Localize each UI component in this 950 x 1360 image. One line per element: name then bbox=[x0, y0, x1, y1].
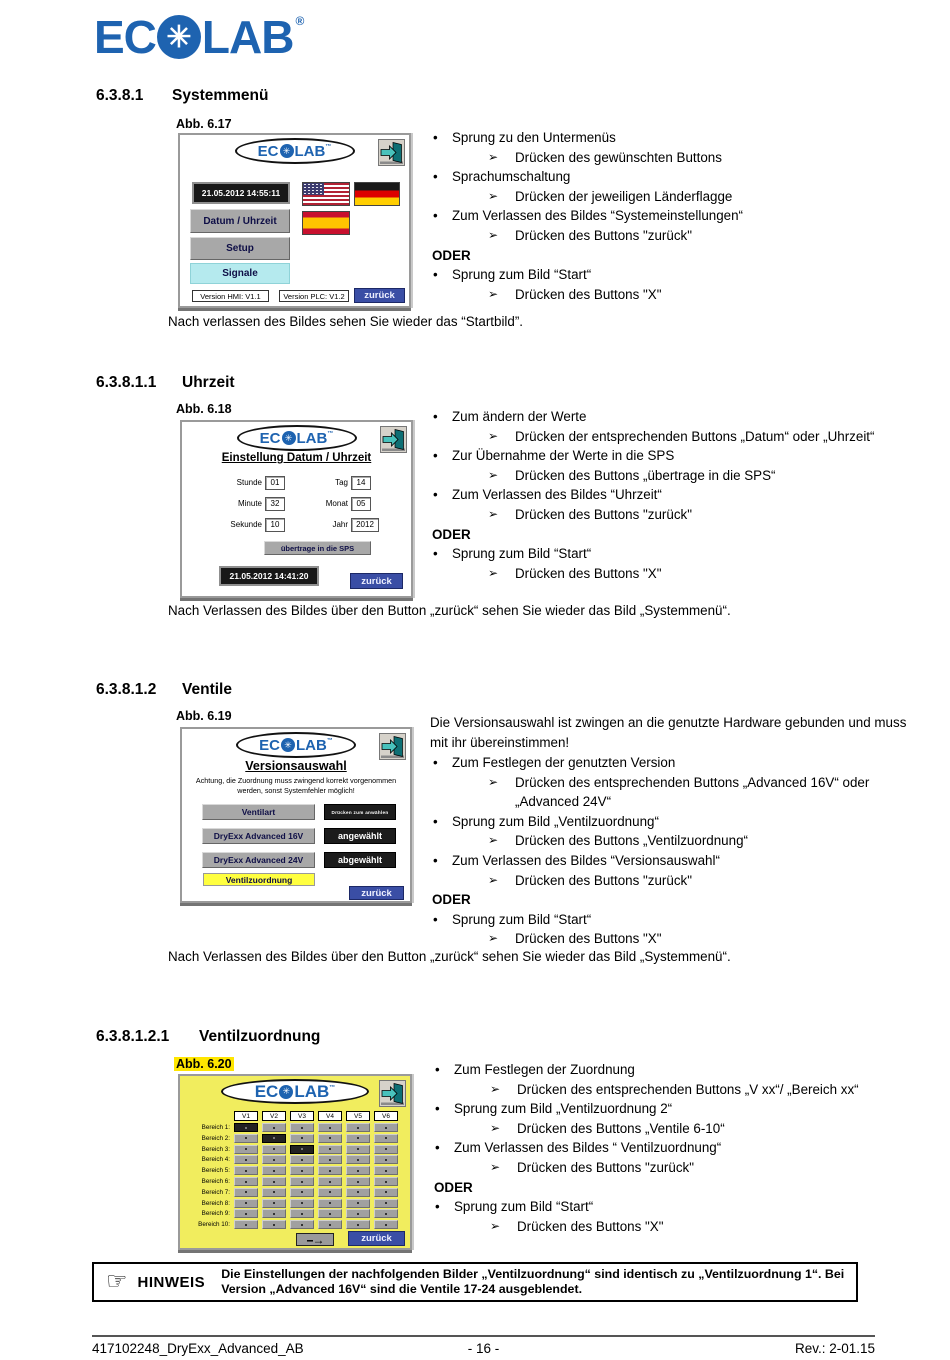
bereich-row-label[interactable]: Bereich 8: bbox=[201, 1199, 230, 1207]
arrowhead-bullet-icon: ➢ bbox=[488, 227, 499, 242]
hinweis-box bbox=[92, 1262, 858, 1302]
version-row-left-button[interactable]: DryExx Advanced 24V bbox=[202, 852, 315, 868]
bullet-dot-icon: • bbox=[435, 1101, 440, 1117]
valve-grid-cell[interactable] bbox=[346, 1177, 370, 1186]
arrowhead-bullet-icon: ➢ bbox=[488, 565, 499, 580]
valve-grid-cell[interactable] bbox=[318, 1145, 342, 1154]
exit-door-icon[interactable] bbox=[379, 733, 406, 760]
valve-grid-cell[interactable] bbox=[318, 1134, 342, 1143]
bullet-item bbox=[430, 128, 900, 148]
bullet-text: Sprung zum Bild “Start“ bbox=[452, 546, 592, 562]
sub-bullet-item bbox=[430, 773, 907, 812]
datetime-field-row bbox=[210, 493, 380, 514]
zurueck-button[interactable]: zurück bbox=[354, 288, 405, 303]
valve-grid-cell[interactable] bbox=[262, 1166, 286, 1175]
valve-grid-cell[interactable] bbox=[290, 1188, 314, 1197]
bullet-text: Sprachumschaltung bbox=[452, 169, 571, 185]
figure-label-618: Abb. 6.18 bbox=[176, 402, 232, 416]
bullet-text: Sprung zum Bild „Ventilzuordnung“ bbox=[452, 813, 659, 829]
footer-page-number: - 16 - bbox=[467, 1341, 500, 1356]
bullet-text: Zum Verlassen des Bildes “Uhrzeit“ bbox=[452, 487, 662, 503]
valve-grid-cell[interactable] bbox=[234, 1166, 258, 1175]
arrowhead-bullet-icon: ➢ bbox=[488, 931, 499, 946]
bereich-row-label[interactable]: Bereich 9: bbox=[201, 1210, 230, 1218]
valve-grid-cell[interactable] bbox=[318, 1209, 342, 1218]
valve-grid-cell[interactable] bbox=[290, 1199, 314, 1208]
flag-spain[interactable] bbox=[302, 211, 350, 235]
bullet-text: Sprung zum Bild „Ventilzuordnung 2“ bbox=[454, 1101, 673, 1117]
valve-grid-cell[interactable] bbox=[374, 1220, 398, 1229]
valve-grid-cell[interactable] bbox=[346, 1166, 370, 1175]
field-input[interactable]: 2012 bbox=[351, 518, 379, 532]
valve-grid-cell[interactable] bbox=[374, 1166, 398, 1175]
bullet-item bbox=[430, 753, 907, 773]
ecolab-mini-logo: EC ✳ LAB ™ bbox=[236, 732, 356, 758]
field-input[interactable]: 14 bbox=[351, 476, 371, 490]
screen-datetime-display: 21.05.2012 14:41:20 bbox=[219, 566, 319, 586]
flag-usa[interactable] bbox=[302, 182, 350, 206]
paragraph-after-uhrzeit: Nach Verlassen des Bildes über den Button „zurück“ sehen Sie wieder das Bild „Systemmenü“. bbox=[168, 603, 731, 618]
sub-bullet-item bbox=[430, 427, 900, 447]
sub-bullet-item bbox=[430, 871, 907, 891]
arrowhead-bullet-icon: ➢ bbox=[490, 1218, 501, 1233]
bullet-dot-icon: • bbox=[433, 813, 438, 829]
zurueck-button[interactable]: zurück bbox=[350, 573, 403, 589]
sub-bullet-text: Drücken des Buttons „übertrage in die SPS“ bbox=[515, 467, 776, 483]
screen-heading-versionsauswahl: Versionsauswahl bbox=[245, 759, 347, 773]
bullet-dot-icon: • bbox=[433, 267, 438, 283]
field-input[interactable]: 32 bbox=[265, 497, 285, 511]
valve-grid-cell[interactable] bbox=[290, 1166, 314, 1175]
zurueck-button[interactable]: zurück bbox=[348, 1231, 405, 1246]
bereich-row-label[interactable]: Bereich 3: bbox=[201, 1145, 230, 1153]
sub-bullet-item bbox=[430, 226, 900, 246]
ecolab-star-icon: ✳ bbox=[280, 144, 294, 158]
valve-grid-cell[interactable] bbox=[318, 1155, 342, 1164]
signale-button[interactable]: Signale bbox=[190, 263, 290, 284]
arrowhead-bullet-icon: ➢ bbox=[490, 1081, 501, 1096]
arrowhead-bullet-icon: ➢ bbox=[488, 286, 499, 301]
valve-grid-cell[interactable] bbox=[234, 1188, 258, 1197]
paragraph-after-ventile: Nach Verlassen des Bildes über den Button „zurück“ sehen Sie wieder das Bild „Systemmenü“. bbox=[168, 949, 731, 964]
exit-door-icon[interactable] bbox=[378, 139, 405, 166]
bereich-row-label[interactable]: Bereich 10: bbox=[198, 1221, 230, 1229]
logo-text-left: EC bbox=[94, 11, 156, 63]
arrowhead-bullet-icon: ➢ bbox=[488, 774, 499, 789]
valve-grid-cell[interactable] bbox=[318, 1177, 342, 1186]
arrowhead-bullet-icon: ➢ bbox=[488, 833, 499, 848]
bullet-dot-icon: • bbox=[435, 1140, 440, 1156]
bullet-text: Zum Verlassen des Bildes “ Ventilzuordnung“ bbox=[454, 1140, 722, 1156]
sub-bullet-text: Drücken des Buttons "X" bbox=[517, 1218, 664, 1234]
field-input[interactable]: 01 bbox=[265, 476, 285, 490]
footer-divider bbox=[92, 1335, 875, 1337]
figure-label-617: Abb. 6.17 bbox=[176, 117, 232, 131]
valve-grid-cell[interactable] bbox=[290, 1220, 314, 1229]
sub-bullet-text: Drücken des gewünschten Buttons bbox=[515, 149, 722, 165]
sub-bullet-text: Drücken des entsprechenden Buttons „V xx“/ „Bereich xx“ bbox=[517, 1081, 859, 1097]
sub-bullet-text: Drücken des Buttons "zurück" bbox=[515, 506, 692, 522]
setup-button[interactable]: Setup bbox=[190, 237, 290, 260]
sub-bullet-text: Drücken des Buttons "zurück" bbox=[515, 872, 692, 888]
sub-bullet-item bbox=[430, 505, 900, 525]
sub-bullet-item bbox=[432, 1158, 900, 1178]
bullet-text: Sprung zu den Untermenüs bbox=[452, 130, 616, 145]
paragraph-after-systemmenu: Nach verlassen des Bildes sehen Sie wieder das “Startbild”. bbox=[168, 314, 524, 329]
valve-grid-cell[interactable] bbox=[262, 1123, 286, 1132]
valve-grid-cell[interactable] bbox=[374, 1123, 398, 1132]
valve-grid-cell[interactable] bbox=[234, 1209, 258, 1218]
valve-grid-cell[interactable] bbox=[290, 1145, 314, 1154]
bullet-item bbox=[432, 1197, 900, 1217]
sub-bullet-text: Drücken des entsprechenden Buttons „Advanced 16V“ oder „Advanced 24V“ bbox=[515, 774, 870, 810]
field-label: Sekunde bbox=[230, 520, 262, 529]
pointing-hand-icon: ☞ bbox=[106, 1268, 128, 1295]
sub-bullet-item bbox=[432, 1080, 900, 1100]
valve-grid-cell[interactable] bbox=[262, 1155, 286, 1164]
valve-grid-cell[interactable] bbox=[374, 1188, 398, 1197]
section-heading-ventile: 6.3.8.1.2 Ventile bbox=[96, 681, 232, 698]
valve-grid-cell[interactable] bbox=[318, 1199, 342, 1208]
sub-bullet-text: Drücken der jeweiligen Länderflagge bbox=[515, 188, 733, 204]
valve-grid-cell[interactable] bbox=[262, 1199, 286, 1208]
ecolab-mini-logo: EC ✳ LAB ™ bbox=[237, 425, 357, 451]
bullet-item bbox=[432, 1099, 900, 1119]
section-heading-ventilzuordnung: 6.3.8.1.2.1 Ventilzuordnung bbox=[96, 1028, 321, 1045]
bullet-text: Zum Verlassen des Bildes “Systemeinstellungen“ bbox=[452, 208, 744, 224]
version-plc-box: Version PLC: V1.2 bbox=[279, 290, 349, 302]
valve-grid-cell[interactable] bbox=[346, 1123, 370, 1132]
bullet-item bbox=[430, 812, 907, 832]
figure-label-620: Abb. 6.20 bbox=[176, 1057, 232, 1071]
oder-label: ODER bbox=[432, 892, 471, 908]
field-label: Jahr bbox=[332, 520, 348, 529]
valve-grid-cell[interactable] bbox=[262, 1209, 286, 1218]
zurueck-button[interactable]: zurück bbox=[349, 886, 404, 900]
footer-document-id: 417102248_DryExx_Advanced_AB bbox=[92, 1341, 304, 1356]
arrowhead-bullet-icon: ➢ bbox=[488, 428, 499, 443]
bereich-row-label[interactable]: Bereich 6: bbox=[201, 1178, 230, 1185]
arrowhead-bullet-icon: ➢ bbox=[488, 467, 499, 482]
sub-bullet-item bbox=[432, 1217, 900, 1237]
field-label: Tag bbox=[335, 478, 348, 487]
intro-ventile: Die Versionsauswahl ist zwingen an die genutzte Hardware gebunden und muss mit ihr übereinstimmen! bbox=[430, 715, 907, 750]
valve-grid-cell[interactable] bbox=[290, 1177, 314, 1186]
screen-datetime-display: 21.05.2012 14:55:11 bbox=[192, 182, 290, 204]
valve-grid-cell[interactable] bbox=[346, 1145, 370, 1154]
valve-grid-cell[interactable] bbox=[262, 1145, 286, 1154]
sub-bullet-text: Drücken des Buttons "zurück" bbox=[517, 1159, 694, 1175]
sub-bullet-text: Drücken des Buttons "X" bbox=[515, 286, 662, 302]
valve-grid-cell[interactable] bbox=[262, 1134, 286, 1143]
field-label: Minute bbox=[237, 499, 262, 508]
transfer-sps-button[interactable]: übertrage in die SPS bbox=[264, 541, 371, 555]
bullet-text: Zum Verlassen des Bildes “Versionsauswahl“ bbox=[452, 852, 720, 868]
next-arrow-button[interactable]: --→ bbox=[296, 1233, 334, 1246]
bereich-row-label[interactable]: Bereich 1: bbox=[201, 1124, 230, 1131]
sub-bullet-text: Drücken der entsprechenden Buttons „Datum“ oder „Uhrzeit“ bbox=[515, 428, 875, 444]
bullet-list-ventilzuordnung bbox=[432, 1060, 900, 1236]
sub-bullet-item bbox=[430, 148, 900, 168]
valve-column-header[interactable]: V1 bbox=[234, 1111, 258, 1121]
ecolab-logo bbox=[94, 10, 304, 64]
sub-bullet-text: Drücken des Buttons „Ventile 6-10“ bbox=[517, 1120, 725, 1136]
bullet-dot-icon: • bbox=[433, 169, 438, 185]
valve-grid-cell[interactable] bbox=[234, 1199, 258, 1208]
bullet-dot-icon: • bbox=[433, 852, 438, 868]
field-label: Stunde bbox=[236, 478, 262, 487]
bullet-list-ventile bbox=[430, 753, 907, 949]
sub-bullet-item bbox=[430, 831, 907, 851]
valve-grid-cell[interactable] bbox=[374, 1155, 398, 1164]
valve-grid-cell[interactable] bbox=[374, 1177, 398, 1186]
field-input[interactable]: 05 bbox=[351, 497, 371, 511]
sub-bullet-item bbox=[430, 187, 900, 207]
versionsauswahl-warning: Achtung, die Zuordnung muss zwingend korrekt vorgenommen werden, sonst Systemfehler möglich! bbox=[195, 776, 397, 795]
bullet-item bbox=[430, 851, 907, 871]
bullet-dot-icon: • bbox=[433, 755, 438, 770]
bullet-item bbox=[430, 544, 900, 564]
sub-bullet-text: Drücken des Buttons "zurück" bbox=[515, 227, 692, 243]
valve-grid-cell[interactable] bbox=[346, 1209, 370, 1218]
bullet-list-systemmenu bbox=[430, 128, 900, 304]
version-hmi-box: Version HMI: V1.1 bbox=[192, 290, 269, 302]
valve-grid-cell[interactable] bbox=[234, 1145, 258, 1154]
valve-column-header[interactable]: V2 bbox=[262, 1111, 286, 1121]
figure-ventilzuordnung-screen bbox=[178, 1074, 412, 1250]
arrowhead-bullet-icon: ➢ bbox=[488, 188, 499, 203]
valve-grid-cell[interactable] bbox=[262, 1177, 286, 1186]
valve-grid-cell[interactable] bbox=[234, 1134, 258, 1143]
valve-grid-cell[interactable] bbox=[346, 1155, 370, 1164]
bullet-dot-icon: • bbox=[433, 546, 438, 562]
version-row-status-button[interactable]: angewählt bbox=[324, 828, 396, 844]
bullet-item bbox=[430, 910, 907, 930]
section-heading-systemmenu: 6.3.8.1 Systemmenü bbox=[96, 87, 269, 104]
bullet-dot-icon: • bbox=[435, 1062, 440, 1077]
valve-grid-cell[interactable] bbox=[318, 1166, 342, 1175]
valve-column-header[interactable]: V6 bbox=[374, 1111, 398, 1121]
valve-grid-cell[interactable] bbox=[234, 1155, 258, 1164]
bullet-item bbox=[432, 1060, 900, 1080]
valve-column-header[interactable]: V4 bbox=[318, 1111, 342, 1121]
bullet-item bbox=[430, 167, 900, 187]
bereich-row-label[interactable]: Bereich 4: bbox=[201, 1156, 230, 1164]
figure-uhrzeit-screen bbox=[180, 420, 413, 598]
bullet-text: Zur Übernahme der Werte in die SPS bbox=[452, 448, 675, 464]
bullet-item bbox=[430, 265, 900, 285]
arrowhead-bullet-icon: ➢ bbox=[490, 1159, 501, 1174]
bullet-item bbox=[430, 446, 900, 466]
bullet-text: Sprung zum Bild “Start“ bbox=[452, 911, 592, 927]
valve-grid-cell[interactable] bbox=[290, 1134, 314, 1143]
bullet-item bbox=[430, 407, 900, 427]
datum-uhrzeit-button[interactable]: Datum / Uhrzeit bbox=[190, 209, 290, 233]
bullet-dot-icon: • bbox=[433, 409, 438, 424]
valve-grid-cell[interactable] bbox=[318, 1188, 342, 1197]
ecolab-star-icon: ✳ bbox=[279, 1085, 293, 1099]
version-row-status-button[interactable]: abgewählt bbox=[324, 852, 396, 868]
valve-grid-cell[interactable] bbox=[234, 1177, 258, 1186]
oder-label: ODER bbox=[432, 526, 471, 542]
version-row-left-button[interactable]: DryExx Advanced 16V bbox=[202, 828, 315, 844]
valve-grid-cell[interactable] bbox=[374, 1134, 398, 1143]
valve-grid-cell[interactable] bbox=[262, 1188, 286, 1197]
valve-column-header[interactable]: V3 bbox=[290, 1111, 314, 1121]
section-heading-uhrzeit: 6.3.8.1.1 Uhrzeit bbox=[96, 374, 235, 391]
bullet-dot-icon: • bbox=[433, 911, 438, 927]
bullet-dot-icon: • bbox=[433, 130, 438, 145]
ecolab-mini-logo: EC ✳ LAB ™ bbox=[235, 138, 355, 164]
valve-grid-cell[interactable] bbox=[234, 1220, 258, 1229]
valve-grid-cell[interactable] bbox=[374, 1209, 398, 1218]
hinweis-label: HINWEIS bbox=[137, 1273, 206, 1291]
valve-grid-cell[interactable] bbox=[290, 1123, 314, 1132]
bullet-list-uhrzeit bbox=[430, 407, 900, 583]
valve-column-header[interactable]: V5 bbox=[346, 1111, 370, 1121]
bullet-item bbox=[432, 1138, 900, 1158]
exit-door-icon[interactable] bbox=[379, 1080, 406, 1107]
version-row-status-button[interactable]: Drücken zum anwählen bbox=[324, 804, 396, 820]
oder-label: ODER bbox=[434, 1179, 473, 1195]
hinweis-text: Die Einstellungen der nachfolgenden Bilder „Ventilzuordnung“ sind identisch zu „Ventilzuordnung 1“. Bei Version „Advanced 16V“ sind die Ventile 17-24 ausgeblendet. bbox=[221, 1266, 845, 1296]
version-row-left-button[interactable]: Ventilart bbox=[202, 804, 315, 820]
valve-grid-cell[interactable] bbox=[374, 1145, 398, 1154]
bullet-text: Zum Festlegen der genutzten Version bbox=[452, 755, 676, 770]
valve-grid-cell[interactable] bbox=[346, 1220, 370, 1229]
arrowhead-bullet-icon: ➢ bbox=[488, 149, 499, 164]
bullet-item bbox=[430, 485, 900, 505]
sub-bullet-item bbox=[430, 285, 900, 305]
bullet-dot-icon: • bbox=[433, 487, 438, 503]
figure-versionsauswahl-screen bbox=[180, 727, 412, 903]
datetime-fields bbox=[210, 472, 380, 535]
footer-revision: Rev.: 2-01.15 bbox=[794, 1341, 875, 1356]
field-label: Monat bbox=[325, 499, 348, 508]
oder-label: ODER bbox=[432, 247, 471, 263]
page-footer bbox=[92, 1341, 875, 1356]
sub-bullet-item bbox=[430, 564, 900, 584]
bereich-row-label[interactable]: Bereich 7: bbox=[201, 1188, 230, 1196]
bullet-text: Sprung zum Bild “Start“ bbox=[452, 267, 592, 283]
valve-grid-cell[interactable] bbox=[234, 1123, 258, 1132]
ecolab-star-icon: ✳ bbox=[157, 15, 201, 59]
bereich-row-label[interactable]: Bereich 5: bbox=[201, 1167, 230, 1175]
bullet-item bbox=[430, 206, 900, 226]
bullet-dot-icon: • bbox=[435, 1199, 440, 1215]
figure-label-619: Abb. 6.19 bbox=[176, 709, 232, 723]
bereich-row-label[interactable]: Bereich 2: bbox=[201, 1134, 230, 1142]
logo-text-right: LAB bbox=[201, 11, 294, 63]
datetime-field-row bbox=[210, 514, 380, 535]
ventilzuordnung-button[interactable]: Ventilzuordnung bbox=[203, 873, 315, 886]
arrowhead-bullet-icon: ➢ bbox=[488, 872, 499, 887]
valve-grid-cell[interactable] bbox=[318, 1220, 342, 1229]
valve-grid-cell[interactable] bbox=[290, 1155, 314, 1164]
valve-grid-cell[interactable] bbox=[290, 1209, 314, 1218]
valve-grid-cell[interactable] bbox=[346, 1199, 370, 1208]
sub-bullet-item bbox=[432, 1119, 900, 1139]
ecolab-star-icon: ✳ bbox=[281, 738, 295, 752]
valve-grid-cell[interactable] bbox=[262, 1220, 286, 1229]
valve-grid-cell[interactable] bbox=[346, 1134, 370, 1143]
datetime-field-row bbox=[210, 472, 380, 493]
sub-bullet-item bbox=[430, 466, 900, 486]
sub-bullet-text: Drücken des Buttons "X" bbox=[515, 931, 662, 947]
flag-germany[interactable] bbox=[354, 182, 400, 206]
screen-heading-uhrzeit: Einstellung Datum / Uhrzeit bbox=[221, 452, 372, 464]
registered-mark: ® bbox=[295, 14, 305, 28]
ecolab-star-icon: ✳ bbox=[282, 431, 296, 445]
valve-grid-cell[interactable] bbox=[374, 1199, 398, 1208]
valve-grid-cell[interactable] bbox=[318, 1123, 342, 1132]
sub-bullet-text: Drücken des Buttons "X" bbox=[515, 565, 662, 581]
bullet-text: Zum Festlegen der Zuordnung bbox=[454, 1062, 635, 1077]
valve-grid-cell[interactable] bbox=[346, 1188, 370, 1197]
bullet-text: Sprung zum Bild “Start“ bbox=[454, 1199, 594, 1215]
field-input[interactable]: 10 bbox=[265, 518, 285, 532]
exit-door-icon[interactable] bbox=[380, 426, 407, 453]
ecolab-mini-logo: EC ✳ LAB ™ bbox=[221, 1079, 369, 1104]
sub-bullet-item bbox=[430, 929, 907, 949]
arrowhead-bullet-icon: ➢ bbox=[488, 506, 499, 521]
bullet-dot-icon: • bbox=[433, 208, 438, 224]
bullet-dot-icon: • bbox=[433, 448, 438, 464]
arrowhead-bullet-icon: ➢ bbox=[490, 1120, 501, 1135]
bullet-text: Zum ändern der Werte bbox=[452, 409, 587, 424]
sub-bullet-text: Drücken des Buttons „Ventilzuordnung“ bbox=[515, 833, 748, 849]
figure-systemmenu-screen bbox=[178, 133, 411, 308]
